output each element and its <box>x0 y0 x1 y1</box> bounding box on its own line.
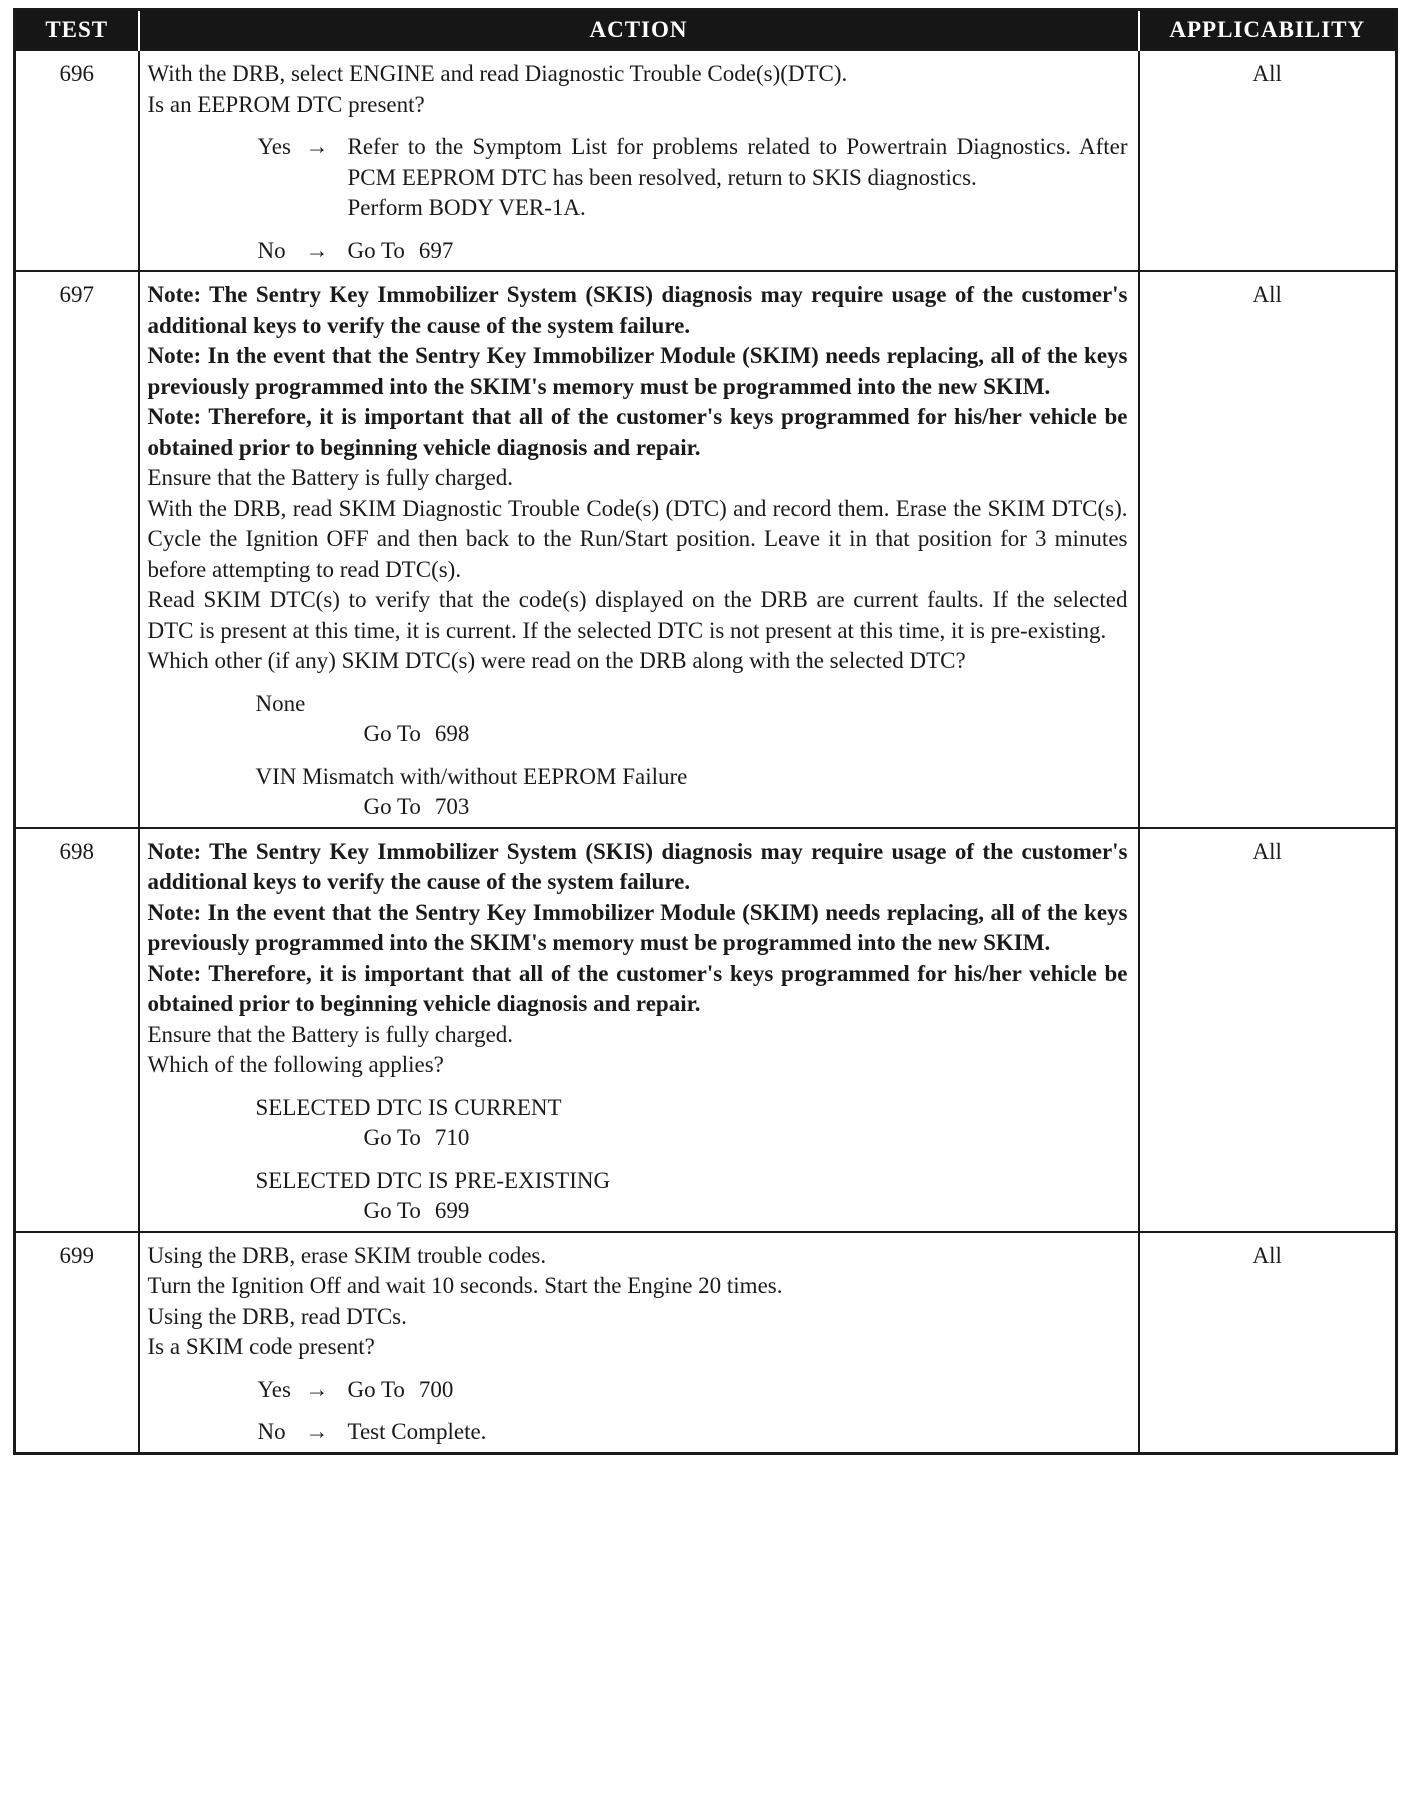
goto-text: Go To <box>363 794 421 819</box>
branch-label: None <box>255 690 306 716</box>
branch-none <box>148 689 1128 750</box>
table-row <box>15 828 1397 1232</box>
applicability-value: All <box>1139 828 1397 1232</box>
arrow-icon: → <box>305 134 329 159</box>
action-line: Ensure that the Battery is fully charged. <box>147 465 514 490</box>
branch-goto <box>148 719 1128 750</box>
result-line: Perform BODY VER-1A. <box>347 195 586 220</box>
test-number: 699 <box>15 1232 139 1454</box>
goto-text: Go To <box>363 1198 421 1223</box>
diagnostic-test-table <box>13 8 1398 1455</box>
action-cell <box>139 1232 1139 1454</box>
note-text: Note: In the event that the Sentry Key Immobilizer Module (SKIM) needs replacing, all of the keys previously programmed into the SKIM's memory must be programmed into the new SKIM. <box>147 343 1128 399</box>
branch-goto <box>148 792 1128 823</box>
branch-current <box>148 1093 1128 1154</box>
note-text: Note: Therefore, it is important that all of the customer's keys programmed for his/her vehicle be obtained prior to beginning vehicle diagnosis and repair. <box>147 960 1128 1016</box>
goto-text: Go To <box>347 1376 405 1402</box>
branch-pre-existing <box>148 1166 1128 1227</box>
note-text: Note: Therefore, it is important that all of the customer's keys programmed for his/her vehicle be obtained prior to beginning vehicle diagnosis and repair. <box>147 404 1128 460</box>
note-text: Note: The Sentry Key Immobilizer System (SKIS) diagnosis may require usage of the customer's additional keys to verify the cause of the system failure. <box>147 282 1128 338</box>
arrow-icon: → <box>305 1376 329 1402</box>
action-cell <box>139 271 1139 828</box>
action-line: Ensure that the Battery is fully charged. <box>147 1021 514 1047</box>
branch-goto <box>148 1123 1128 1154</box>
goto-number: 698 <box>434 721 470 746</box>
goto-number: 710 <box>434 1125 470 1150</box>
applicability-value: All <box>1139 50 1397 271</box>
branch-label: VIN Mismatch with/without EEPROM Failure <box>255 763 688 789</box>
action-cell <box>139 50 1139 271</box>
test-number: 698 <box>15 828 139 1232</box>
action-cell <box>139 828 1139 1232</box>
answer-result <box>348 132 1128 224</box>
goto-text: Go To <box>363 1125 421 1150</box>
branch-label: SELECTED DTC IS CURRENT <box>255 1094 562 1120</box>
answer-option-yes <box>148 132 1128 224</box>
header-row <box>15 10 1397 51</box>
table-row <box>15 1232 1397 1454</box>
answer-label: No <box>257 237 286 263</box>
action-line: With the DRB, select ENGINE and read Diagnostic Trouble Code(s)(DTC). <box>147 61 848 86</box>
answer-result <box>348 1375 1128 1406</box>
goto-number: 703 <box>434 794 470 819</box>
arrow-icon: → <box>305 1419 329 1444</box>
applicability-value: All <box>1139 271 1397 828</box>
action-line: Turn the Ignition Off and wait 10 seconds. Start the Engine 20 times. <box>147 1273 783 1298</box>
action-line: Using the DRB, erase SKIM trouble codes. <box>147 1242 547 1268</box>
answer-result <box>348 236 1128 267</box>
goto-number: 700 <box>418 1376 454 1402</box>
test-number: 697 <box>15 271 139 828</box>
answer-option-no <box>148 1417 1128 1448</box>
branch-goto <box>148 1196 1128 1227</box>
note-text: Note: In the event that the Sentry Key Immobilizer Module (SKIM) needs replacing, all of the keys previously programmed into the SKIM's memory must be programmed into the new SKIM. <box>147 899 1128 955</box>
answer-label: No <box>257 1419 286 1444</box>
goto-number: 699 <box>434 1198 470 1223</box>
applicability-value: All <box>1139 1232 1397 1454</box>
answer-label: Yes <box>257 134 291 159</box>
goto-text: Go To <box>363 721 421 746</box>
note-text: Note: The Sentry Key Immobilizer System (SKIS) diagnosis may require usage of the customer's additional keys to verify the cause of the system failure. <box>147 838 1128 894</box>
action-question: Which other (if any) SKIM DTC(s) were read on the DRB along with the selected DTC? <box>147 648 966 673</box>
header-action: ACTION <box>139 10 1139 51</box>
action-question: Is an EEPROM DTC present? <box>147 91 425 117</box>
goto-number: 697 <box>418 237 454 263</box>
table-row <box>15 271 1397 828</box>
action-line: With the DRB, read SKIM Diagnostic Trouble Code(s) (DTC) and record them. Erase the SKIM DTC(s). Cycle the Ignition OFF and then back to the Run/Start position. Leave it in that position for 3 minutes before attempting to read DTC(s). <box>147 495 1128 582</box>
arrow-icon: → <box>305 237 329 263</box>
action-question: Which of the following applies? <box>147 1052 444 1077</box>
header-applicability: APPLICABILITY <box>1139 10 1397 51</box>
answer-option-yes <box>148 1375 1128 1406</box>
action-line: Read SKIM DTC(s) to verify that the code(s) displayed on the DRB are current faults. If the selected DTC is present at this time, it is current. If the selected DTC is not present at this time, it is pre-existing. <box>147 587 1128 643</box>
test-number: 696 <box>15 50 139 271</box>
answer-label: Yes <box>257 1376 291 1402</box>
header-test: TEST <box>15 10 139 51</box>
answer-option-no <box>148 236 1128 267</box>
answer-result: Test Complete. <box>347 1419 487 1444</box>
result-line: Refer to the Symptom List for problems related to Powertrain Diagnostics. After PCM EEPROM DTC has been resolved, return to SKIS diagnostics. <box>347 134 1128 190</box>
action-question: Is a SKIM code present? <box>147 1334 375 1359</box>
goto-text: Go To <box>347 237 405 263</box>
table-row <box>15 50 1397 271</box>
action-line: Using the DRB, read DTCs. <box>147 1303 407 1329</box>
branch-label: SELECTED DTC IS PRE-EXISTING <box>255 1167 611 1193</box>
branch-vin-mismatch <box>148 762 1128 823</box>
